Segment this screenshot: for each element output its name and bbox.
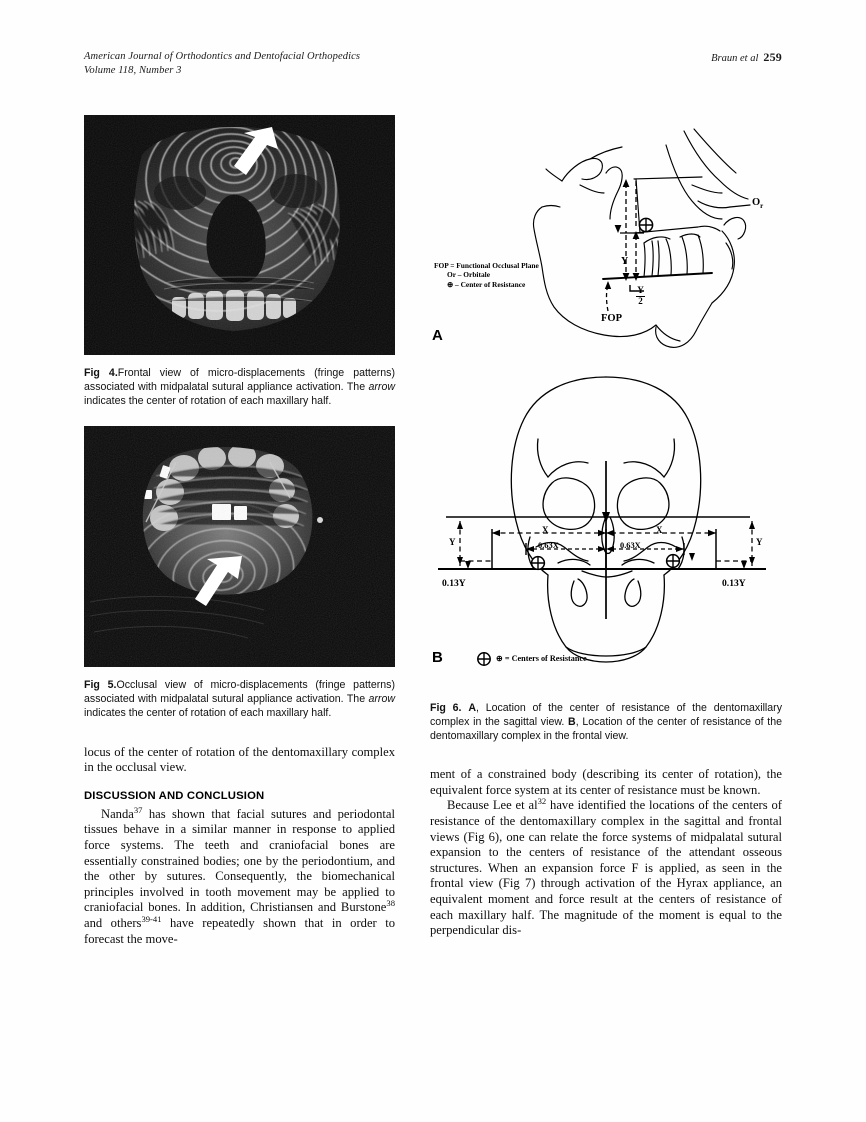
figure-5-caption-post: indicates the center of rotation of each maxillary half. <box>84 707 332 720</box>
figure-5-caption <box>84 678 395 720</box>
left-paragraph-1: locus of the center of rotation of the dentomaxillary complex in the occlusal view. <box>84 744 395 775</box>
frontal-skull-tracing <box>430 369 782 689</box>
right-column <box>430 115 782 939</box>
label-y-sagittal: Y <box>621 256 629 267</box>
fringe-pattern-frontal <box>84 115 395 355</box>
journal-title: American Journal of Orthodontics and Dentofacial Orthopedics <box>84 51 361 62</box>
left-column-body <box>84 745 395 948</box>
figure-4-caption-post: indicates the center of rotation of each maxillary half. <box>84 395 332 408</box>
label-y-right: Y <box>756 537 763 547</box>
figure-6b-diagram <box>430 369 782 689</box>
volume-issue: Volume 118, Number 3 <box>84 65 182 76</box>
figure-6-caption-a-text: , Location of the center of resistance of the dentomaxillary complex in the sagittal view. <box>430 702 782 729</box>
right-paragraph-2: Because Lee et $al^{32}$ have identified the locations of the centers of resistance of the dentomaxillary complex in the sagittal and frontal views (Fig 6), one can relate the force systems of midpalatal sutural expansion to the centers of resistance of the attendant osseous structures. When an expansion force F is applied, as seen in the frontal view (Fig 7) through activation of the Hyrax appliance, an equivalent moment and force result at the centers of resistance of each maxillary half. The magnitude of the moment is equal to the perpendicular dis- <box>430 796 782 938</box>
figure-6-caption-b-letter: B <box>568 716 576 729</box>
figure-5-caption-pre: Occlusal view of micro-displacements (fringe patterns) associated with midpalatal sutural appliance activation. The <box>84 679 395 706</box>
reference-superscript: 38 <box>386 898 395 909</box>
left-paragraph-2: Nanda$^{37}$ has shown that facial sutures and periodontal tissues behave in a similar manner in response to applied force systems. The teeth and craniofacial bones are essentially constrained bodies; one by the periodontium, and the other by sutures. Consequently, the biomechanical principles involved in tooth movement may be applied to craniofacial bones. In addition, Christiansen and Burstone$^{38}$ and others$^{39-41}$ have repeatedly shown that in order to forecast the move- <box>84 804 396 946</box>
legend-line-orbitale: Or – Orbitale <box>447 270 490 280</box>
legend-cres-symbol-b <box>478 653 490 665</box>
figure-4-image <box>84 115 395 355</box>
label-offset-left: 0.13Y <box>442 578 466 589</box>
figure-6a-diagram <box>430 115 782 365</box>
figure-4-caption <box>84 366 395 408</box>
figure-5-image <box>84 426 395 667</box>
legend-line-fop: FOP = Functional Occlusal Plane <box>434 261 539 270</box>
label-inner-right: 0.63X <box>620 541 641 550</box>
sagittal-cephalometric-tracing <box>430 115 782 365</box>
label-x-left: X <box>542 525 549 535</box>
reference-superscript: 39-41 <box>141 913 162 924</box>
left-column <box>84 115 395 947</box>
label-y-over-2: Y 2 <box>637 285 644 306</box>
figure-5-caption-emphasis: arrow <box>368 693 395 706</box>
running-head <box>84 50 782 84</box>
figure-6-caption-b-text: , Location of the center of resistance of the dentomaxillary complex in the frontal view. <box>430 716 782 743</box>
figure-6-caption <box>430 701 782 743</box>
figure-4-caption-emphasis: arrow <box>368 381 395 394</box>
right-column-body <box>430 767 782 939</box>
reference-superscript: 37 <box>133 804 143 815</box>
figure-6-label: Fig 6. <box>430 702 462 714</box>
center-of-resistance-symbol <box>639 218 652 231</box>
center-of-resistance-left <box>532 557 545 570</box>
running-head-right <box>711 50 782 66</box>
label-fop: FOP <box>601 313 622 324</box>
center-of-resistance-right <box>667 555 680 568</box>
figure-4-caption-pre: Frontal view of micro-displacements (fringe patterns) associated with midpalatal sutural appliance activation. The <box>84 367 396 394</box>
panel-label-a: A <box>432 327 443 344</box>
figure-4-label: Fig 4. <box>84 367 118 379</box>
author-running-head: Braun et al <box>711 53 759 64</box>
running-head-left <box>84 50 360 78</box>
label-y-left: Y <box>449 537 456 547</box>
figure-6a-legend <box>434 261 539 289</box>
figure-6-caption-a-letter: A <box>468 702 476 714</box>
figure-6b-legend: ⊕ = Centers of Resistance <box>496 654 587 663</box>
section-heading-discussion: DISCUSSION AND CONCLUSION <box>84 789 265 802</box>
label-orbitale: $O_r$ <box>752 197 764 211</box>
label-inner-left: 0.63X <box>538 541 559 550</box>
panel-label-b: B <box>432 649 443 666</box>
fringe-pattern-occlusal <box>84 426 395 667</box>
label-offset-right: 0.13Y <box>722 578 746 589</box>
legend-line-cres: ⊕ – Center of Resistance <box>447 279 526 289</box>
label-x-right: X <box>656 525 663 535</box>
right-paragraph-1: ment of a constrained body (describing its center of rotation), the equivalent force system at its center of resistance must be known. <box>430 767 782 797</box>
page-number: 259 <box>763 50 782 64</box>
figure-5-label: Fig 5. <box>84 679 117 692</box>
reference-superscript: 32 <box>537 796 547 807</box>
